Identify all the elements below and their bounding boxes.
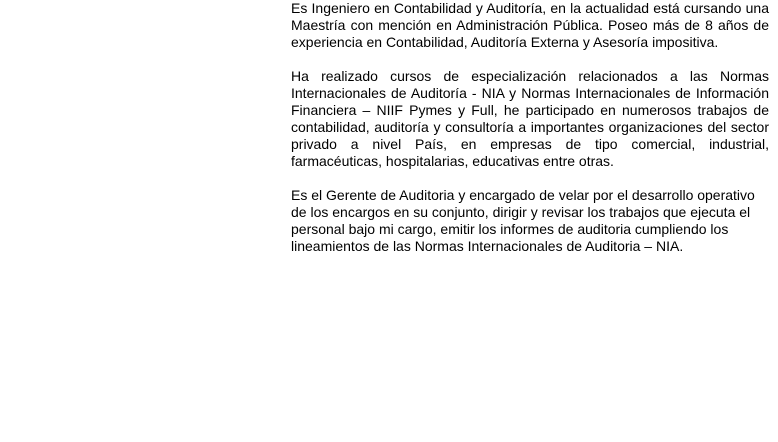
- bio-paragraph-specialization: Ha realizado cursos de especialización relacionados a las Normas Internacionales de Auditoría - NIA y Normas Internacionales de Información Financiera – NIIF Pymes y Full, he participado en numerosos trabajos de contabilidad, auditoría y consultoría a importantes organizaciones del sector privado a nivel País, en empresas de tipo comercial, industrial, farmacéuticas, hospitalarias, educativas entre otras.: [291, 68, 769, 169]
- biography-section: [291, 0, 769, 272]
- bio-paragraph-role: Es el Gerente de Auditoria y encargado de velar por el desarrollo operativo de los encargos en su conjunto, dirigir y revisar los trabajos que ejecuta el personal bajo mi cargo, emitir los informes de auditoria cumpliendo los lineamientos de las Normas Internacionales de Auditoria – NIA.: [291, 187, 755, 254]
- bio-paragraph-education: Es Ingeniero en Contabilidad y Auditoría, en la actualidad está cursando una Maestría con mención en Administración Pública. Poseo más de 8 años de experiencia en Contabilidad, Auditoría Externa y Asesoría impositiva.: [291, 0, 769, 50]
